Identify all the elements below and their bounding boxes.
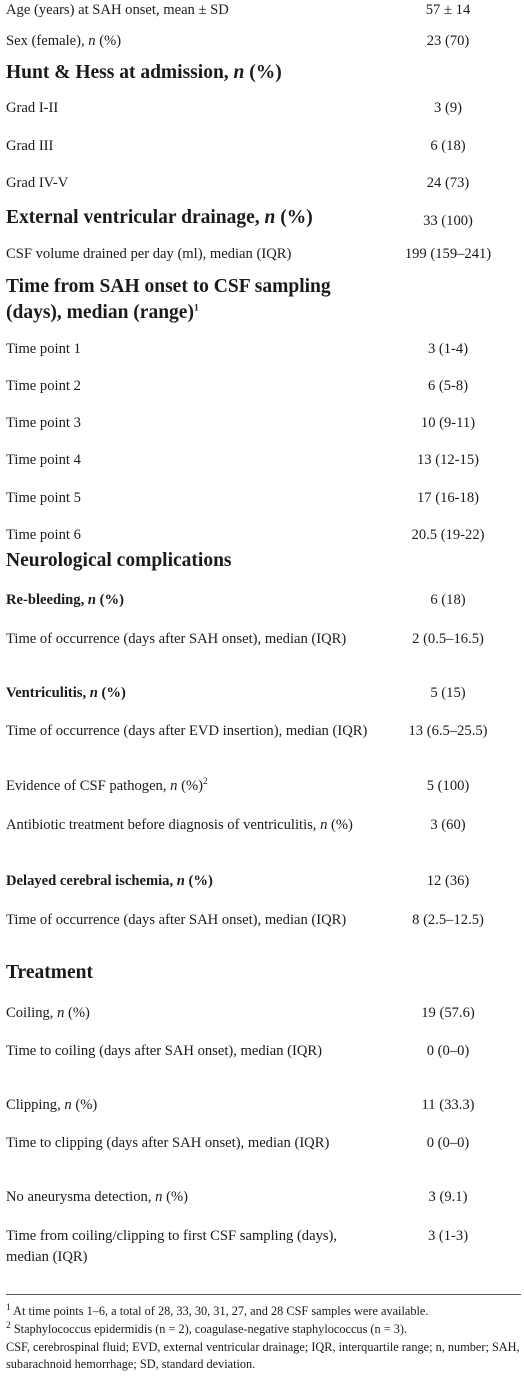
table-row	[0, 776, 524, 797]
row-label: Re-bleeding, n (%)	[6, 592, 124, 608]
row-label: Antibiotic treatment before diagnosis of ventriculitis, n (%)	[6, 817, 353, 833]
row-value: 24 (73)	[426, 175, 470, 191]
table-row	[0, 721, 524, 742]
section-heading: Time from SAH onset to CSF sampling (days), median (range)$^1$	[6, 276, 331, 323]
row-label: Time of occurrence (days after EVD insertion), median (IQR)	[6, 723, 368, 739]
section-heading: Hunt & Hess at admission, n (%)	[6, 62, 282, 83]
table-row	[0, 136, 524, 157]
footnote-2: $^2$ Staphylococcus epidermidis (n = 2), coagulase-negative staphylococcus (n = 3).	[6, 1320, 408, 1336]
table-row	[0, 1003, 524, 1024]
table-row	[0, 488, 524, 509]
row-value: 12 (36)	[426, 873, 470, 889]
table-row	[0, 376, 524, 397]
row-label: No aneurysma detection, n (%)	[6, 1189, 188, 1205]
table-row	[0, 98, 524, 119]
row-label: Time point 3	[6, 415, 81, 431]
table-row	[0, 339, 524, 360]
row-value: 33 (100)	[423, 213, 473, 229]
table-row	[0, 1133, 524, 1154]
row-value: 10 (9-11)	[420, 415, 476, 431]
table-row	[0, 590, 524, 611]
row-value: 3 (60)	[430, 817, 466, 833]
row-value: 13 (6.5–25.5)	[408, 723, 488, 739]
table-row	[0, 413, 524, 434]
row-label: Time point 2	[6, 378, 81, 394]
table-row	[0, 525, 524, 546]
row-value: 57 ± 14	[425, 2, 471, 18]
row-value: 2 (0.5–16.5)	[412, 631, 484, 647]
row-value: 13 (12-15)	[416, 452, 479, 468]
row-value: 5 (15)	[430, 685, 466, 701]
row-value: 8 (2.5–12.5)	[412, 912, 484, 928]
row-label: Delayed cerebral ischemia, n (%)	[6, 873, 213, 889]
table-row	[0, 910, 524, 931]
row-value	[383, 274, 524, 277]
section-heading: Neurological complications	[6, 550, 232, 571]
row-value: 6 (5-8)	[427, 378, 469, 394]
row-value: 3 (9)	[434, 100, 462, 116]
section-heading: External ventricular drainage, n (%)	[6, 207, 313, 228]
table-row	[0, 0, 524, 21]
row-label: Sex (female), n (%)	[6, 33, 122, 49]
row-value: 6 (18)	[430, 592, 466, 608]
row-label: Time to coiling (days after SAH onset), median (IQR)	[6, 1043, 323, 1059]
row-label: CSF volume drained per day (ml), median (IQR)	[6, 246, 292, 262]
row-label: Grad III	[6, 138, 54, 154]
section-heading-row	[0, 274, 524, 326]
footnote-1: $^1$ At time points 1–6, a total of 28, 33, 30, 31, 27, and 28 CSF samples were available.	[6, 1302, 429, 1318]
table-row	[0, 629, 524, 650]
table-row	[0, 1187, 524, 1208]
footnote-abbreviations: CSF, cerebrospinal fluid; EVD, external ventricular drainage; IQR, interquartile range; n, number; SAH, subarachnoid hemorrhage; SD, standard deviation.	[6, 1340, 520, 1371]
table-row	[0, 1041, 524, 1062]
row-label: Time to clipping (days after SAH onset), median (IQR)	[6, 1135, 330, 1151]
table-row	[0, 1095, 524, 1116]
row-value: 19 (57.6)	[421, 1005, 475, 1021]
row-value: 5 (100)	[426, 778, 470, 794]
table-row	[0, 1226, 524, 1268]
section-heading-row	[0, 548, 524, 574]
section-heading-row	[0, 960, 524, 986]
row-value: 11 (33.3)	[421, 1097, 475, 1113]
table-row	[0, 815, 524, 836]
row-label: Time point 1	[6, 341, 81, 357]
section-heading-row	[0, 205, 524, 234]
section-heading: Treatment	[6, 962, 93, 983]
row-label: Grad IV-V	[6, 175, 69, 191]
row-value: 23 (70)	[426, 33, 470, 49]
row-value	[376, 548, 524, 551]
row-label: Ventriculitis, n (%)	[6, 685, 126, 701]
row-label: Time of occurrence (days after SAH onset), median (IQR)	[6, 631, 347, 647]
row-label: Evidence of CSF pathogen, n (%)$^2$	[6, 777, 208, 794]
row-value: 17 (16-18)	[416, 490, 479, 506]
row-label: Time from coiling/clipping to first CSF sampling (days), median (IQR)	[6, 1228, 338, 1265]
table-row	[0, 244, 524, 265]
table-row	[0, 871, 524, 892]
table-row	[0, 31, 524, 52]
table-row	[0, 173, 524, 194]
row-label: Time point 5	[6, 490, 81, 506]
row-label: Time point 4	[6, 452, 81, 468]
row-value: 3 (1-4)	[427, 341, 469, 357]
table-row	[0, 450, 524, 471]
table-row	[0, 683, 524, 704]
table-bottom-rule	[6, 1294, 521, 1295]
row-value: 6 (18)	[430, 138, 466, 154]
row-value	[376, 60, 524, 63]
row-value: 20.5 (19-22)	[411, 527, 485, 543]
row-value	[376, 960, 524, 963]
row-label: Time of occurrence (days after SAH onset), median (IQR)	[6, 912, 347, 928]
row-label: Grad I-II	[6, 100, 59, 116]
row-label: Age (years) at SAH onset, mean ± SD	[6, 2, 229, 18]
row-value: 0 (0–0)	[426, 1043, 470, 1059]
row-value: 3 (9.1)	[428, 1189, 468, 1205]
row-value: 0 (0–0)	[426, 1135, 470, 1151]
row-value: 3 (1-3)	[427, 1228, 469, 1244]
row-label: Time point 6	[6, 527, 81, 543]
row-label: Clipping, n (%)	[6, 1097, 98, 1113]
row-value: 199 (159–241)	[404, 246, 492, 262]
row-label: Coiling, n (%)	[6, 1005, 90, 1021]
section-heading-row	[0, 60, 524, 86]
